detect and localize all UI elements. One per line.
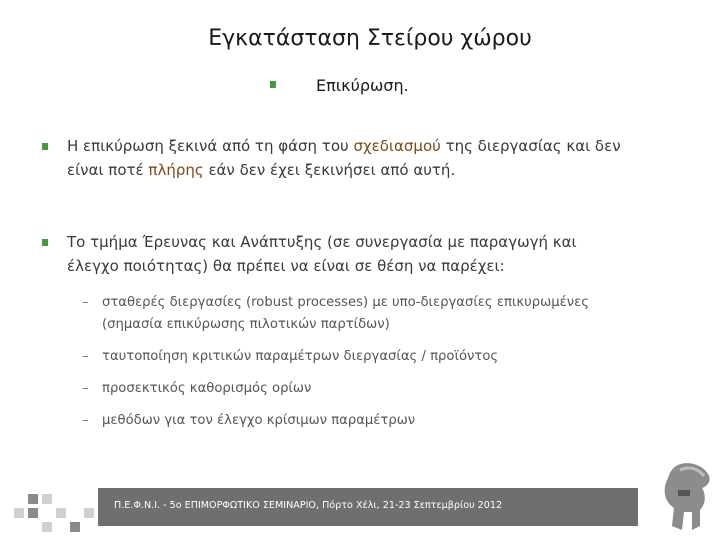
square-bullet-icon (42, 143, 48, 150)
bullet-2-line2: έλεγχο ποιότητας) θα πρέπει να είναι σε θέση να παρέχει: (67, 257, 505, 275)
dash-bullet: – (82, 381, 89, 396)
bullet-1-text (67, 134, 702, 182)
list-item-text: προσεκτικός καθορισμός ορίων (102, 381, 312, 396)
bullet-1-part1: Η επικύρωση ξεκινά από τη φάση του (67, 137, 354, 155)
highlight-complete: πλήρης (148, 161, 204, 179)
bullet-2-text (67, 230, 702, 278)
subtitle-text: Επικύρωση. (316, 76, 409, 95)
square-bullet-icon (270, 81, 276, 88)
spartan-helmet-icon (656, 460, 716, 538)
dash-bullet: – (82, 413, 89, 428)
dash-bullet: – (82, 295, 89, 310)
square-bullet-icon (42, 239, 48, 246)
bullet-point-1 (42, 134, 702, 182)
highlight-design: σχεδιασμού (353, 137, 441, 155)
bullet-1-part3: είναι ποτέ (67, 161, 149, 179)
list-item-text: ταυτοποίηση κριτικών παραμέτρων διεργασίας / προϊόντος (102, 349, 499, 364)
bullet-2-line1: Το τμήμα Έρευνας και Ανάπτυξης (σε συνεργασία με παραγωγή και (67, 233, 577, 251)
list-item-text: μεθόδων για τον έλεγχο κρίσιμων παραμέτρων (102, 413, 416, 428)
list-item-text: σταθερές διεργασίες (robust processes) με υπο-διεργασίες επικυρωμένες (σημασία επικύρωσης πιλοτικών παρτίδων) (102, 295, 589, 332)
footer-text: Π.Ε.Φ.Ν.Ι. - 5ο ΕΠΙΜΟΡΦΩΤΙΚΟ ΣΕΜΙΝΑΡΙΟ, Πόρτο Χέλι, 21-23 Σεπτεμβρίου 2012 (114, 500, 503, 511)
slide-title: Εγκατάσταση Στείρου χώρου (208, 26, 532, 51)
bullet-point-2 (42, 230, 702, 278)
bullet-1-part4: εάν δεν έχει ξεκινήσει από αυτή. (203, 161, 456, 179)
bullet-1-part2: της διεργασίας και δεν (440, 137, 621, 155)
dash-bullet: – (82, 349, 89, 364)
